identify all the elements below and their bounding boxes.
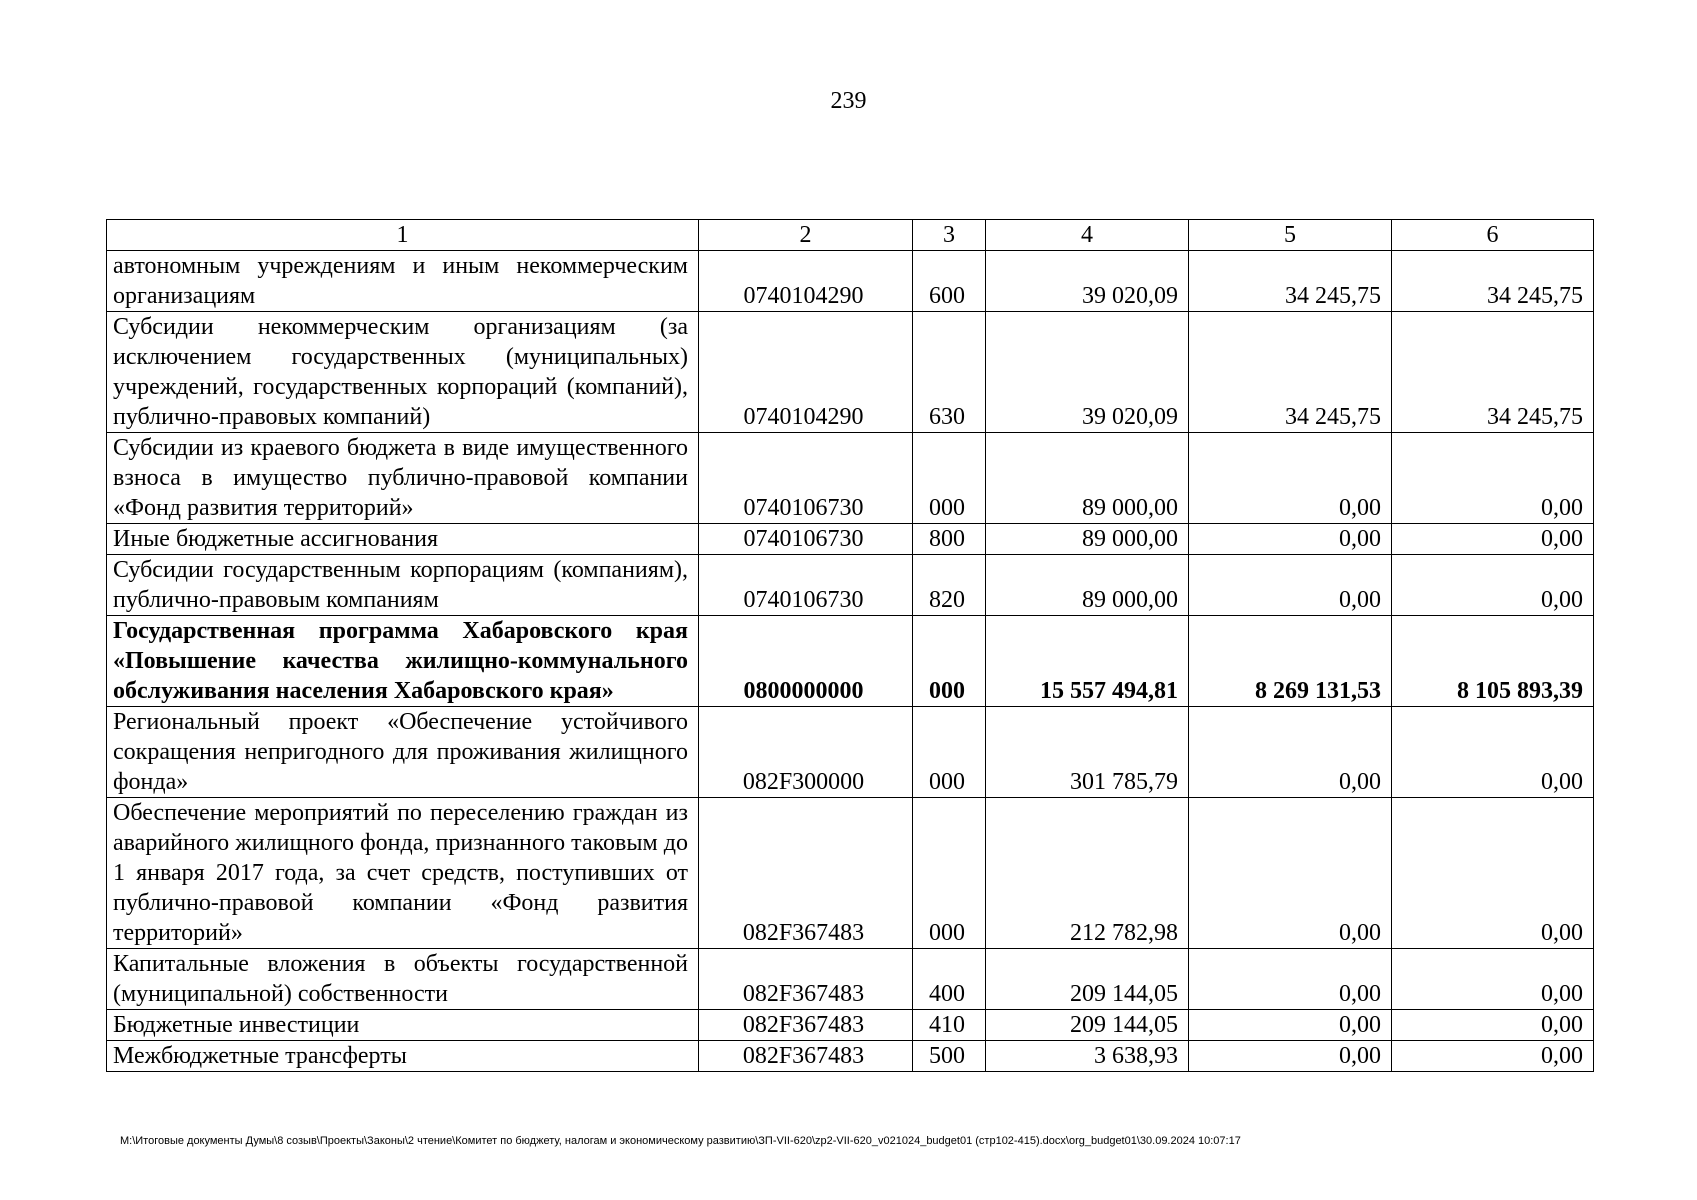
row-name: Субсидии некоммерческим организациям (за исключением государственных (муниципальных) учреждений, государственных корпораций (компаний), публично-правовых компаний) (107, 312, 699, 433)
table-row (107, 524, 1594, 555)
row-value-col4: 209 144,05 (986, 1010, 1189, 1041)
row-value-col4: 301 785,79 (986, 707, 1189, 798)
row-value-col5: 0,00 (1189, 1010, 1392, 1041)
row-value-col6: 34 245,75 (1392, 251, 1594, 312)
row-value-col5: 0,00 (1189, 433, 1392, 524)
row-value-col4: 3 638,93 (986, 1041, 1189, 1072)
budget-table (106, 219, 1594, 1072)
row-expense-type: 820 (913, 555, 986, 616)
row-code: 0740104290 (699, 251, 913, 312)
row-value-col6: 8 105 893,39 (1392, 616, 1594, 707)
row-name: Обеспечение мероприятий по переселению граждан из аварийного жилищного фонда, признанного таковым до 1 января 2017 года, за счет средств, поступивших от публично-правовой компании «Фонд развития территорий» (107, 798, 699, 949)
row-value-col6: 0,00 (1392, 949, 1594, 1010)
row-value-col5: 34 245,75 (1189, 251, 1392, 312)
row-code: 082F367483 (699, 798, 913, 949)
row-name: Государственная программа Хабаровского края «Повышение качества жилищно-коммунального обслуживания населения Хабаровского края» (107, 616, 699, 707)
row-value-col4: 89 000,00 (986, 524, 1189, 555)
table-row (107, 312, 1594, 433)
table-row (107, 251, 1594, 312)
row-name: Иные бюджетные ассигнования (107, 524, 699, 555)
row-name: Региональный проект «Обеспечение устойчивого сокращения непригодного для проживания жилищного фонда» (107, 707, 699, 798)
row-name: Бюджетные инвестиции (107, 1010, 699, 1041)
row-value-col4: 212 782,98 (986, 798, 1189, 949)
row-name: Капитальные вложения в объекты государственной (муниципальной) собственности (107, 949, 699, 1010)
row-expense-type: 630 (913, 312, 986, 433)
row-value-col6: 0,00 (1392, 798, 1594, 949)
row-name: Межбюджетные трансферты (107, 1041, 699, 1072)
column-header: 2 (699, 220, 913, 251)
row-value-col5: 0,00 (1189, 707, 1392, 798)
row-value-col5: 0,00 (1189, 1041, 1392, 1072)
table-header-row (107, 220, 1594, 251)
row-name: автономным учреждениям и иным некоммерческим организациям (107, 251, 699, 312)
table-row (107, 1041, 1594, 1072)
table-row (107, 949, 1594, 1010)
row-value-col6: 34 245,75 (1392, 312, 1594, 433)
row-value-col4: 209 144,05 (986, 949, 1189, 1010)
row-value-col5: 0,00 (1189, 555, 1392, 616)
column-header: 1 (107, 220, 699, 251)
row-value-col6: 0,00 (1392, 707, 1594, 798)
column-header: 5 (1189, 220, 1392, 251)
row-expense-type: 000 (913, 707, 986, 798)
table-row (107, 433, 1594, 524)
table-row (107, 616, 1594, 707)
row-value-col6: 0,00 (1392, 1041, 1594, 1072)
row-code: 0740104290 (699, 312, 913, 433)
row-code: 082F300000 (699, 707, 913, 798)
row-value-col5: 0,00 (1189, 524, 1392, 555)
table-body (107, 251, 1594, 1072)
row-name: Субсидии государственным корпорациям (компаниям), публично-правовым компаниям (107, 555, 699, 616)
row-value-col4: 39 020,09 (986, 251, 1189, 312)
row-expense-type: 600 (913, 251, 986, 312)
footer-file-path: M:\Итоговые документы Думы\8 созыв\Проекты\Законы\2 чтение\Комитет по бюджету, налогам и экономическому развитию\ЗП-VII-620\zp2-VII-620_v021024_budget01 (стр102-415).docx\org_budget01\30.09.2024 10:07:17 (120, 1135, 1241, 1147)
row-code: 082F367483 (699, 949, 913, 1010)
column-header: 6 (1392, 220, 1594, 251)
row-value-col4: 39 020,09 (986, 312, 1189, 433)
row-value-col6: 0,00 (1392, 555, 1594, 616)
row-value-col5: 0,00 (1189, 798, 1392, 949)
row-code: 0800000000 (699, 616, 913, 707)
page-number: 239 (830, 88, 867, 114)
row-expense-type: 000 (913, 616, 986, 707)
row-value-col6: 0,00 (1392, 1010, 1594, 1041)
row-name: Субсидии из краевого бюджета в виде имущественного взноса в имущество публично-правовой компании «Фонд развития территорий» (107, 433, 699, 524)
row-code: 0740106730 (699, 555, 913, 616)
row-code: 082F367483 (699, 1041, 913, 1072)
row-code: 0740106730 (699, 524, 913, 555)
row-value-col5: 34 245,75 (1189, 312, 1392, 433)
table-row (107, 707, 1594, 798)
column-header: 4 (986, 220, 1189, 251)
row-expense-type: 400 (913, 949, 986, 1010)
row-value-col4: 89 000,00 (986, 555, 1189, 616)
row-value-col6: 0,00 (1392, 524, 1594, 555)
row-code: 0740106730 (699, 433, 913, 524)
table-row (107, 555, 1594, 616)
row-expense-type: 410 (913, 1010, 986, 1041)
row-value-col4: 15 557 494,81 (986, 616, 1189, 707)
table-row (107, 798, 1594, 949)
row-code: 082F367483 (699, 1010, 913, 1041)
column-header: 3 (913, 220, 986, 251)
row-expense-type: 000 (913, 433, 986, 524)
table-row (107, 1010, 1594, 1041)
row-expense-type: 500 (913, 1041, 986, 1072)
row-value-col5: 0,00 (1189, 949, 1392, 1010)
row-value-col5: 8 269 131,53 (1189, 616, 1392, 707)
row-value-col6: 0,00 (1392, 433, 1594, 524)
row-expense-type: 800 (913, 524, 986, 555)
row-expense-type: 000 (913, 798, 986, 949)
row-value-col4: 89 000,00 (986, 433, 1189, 524)
